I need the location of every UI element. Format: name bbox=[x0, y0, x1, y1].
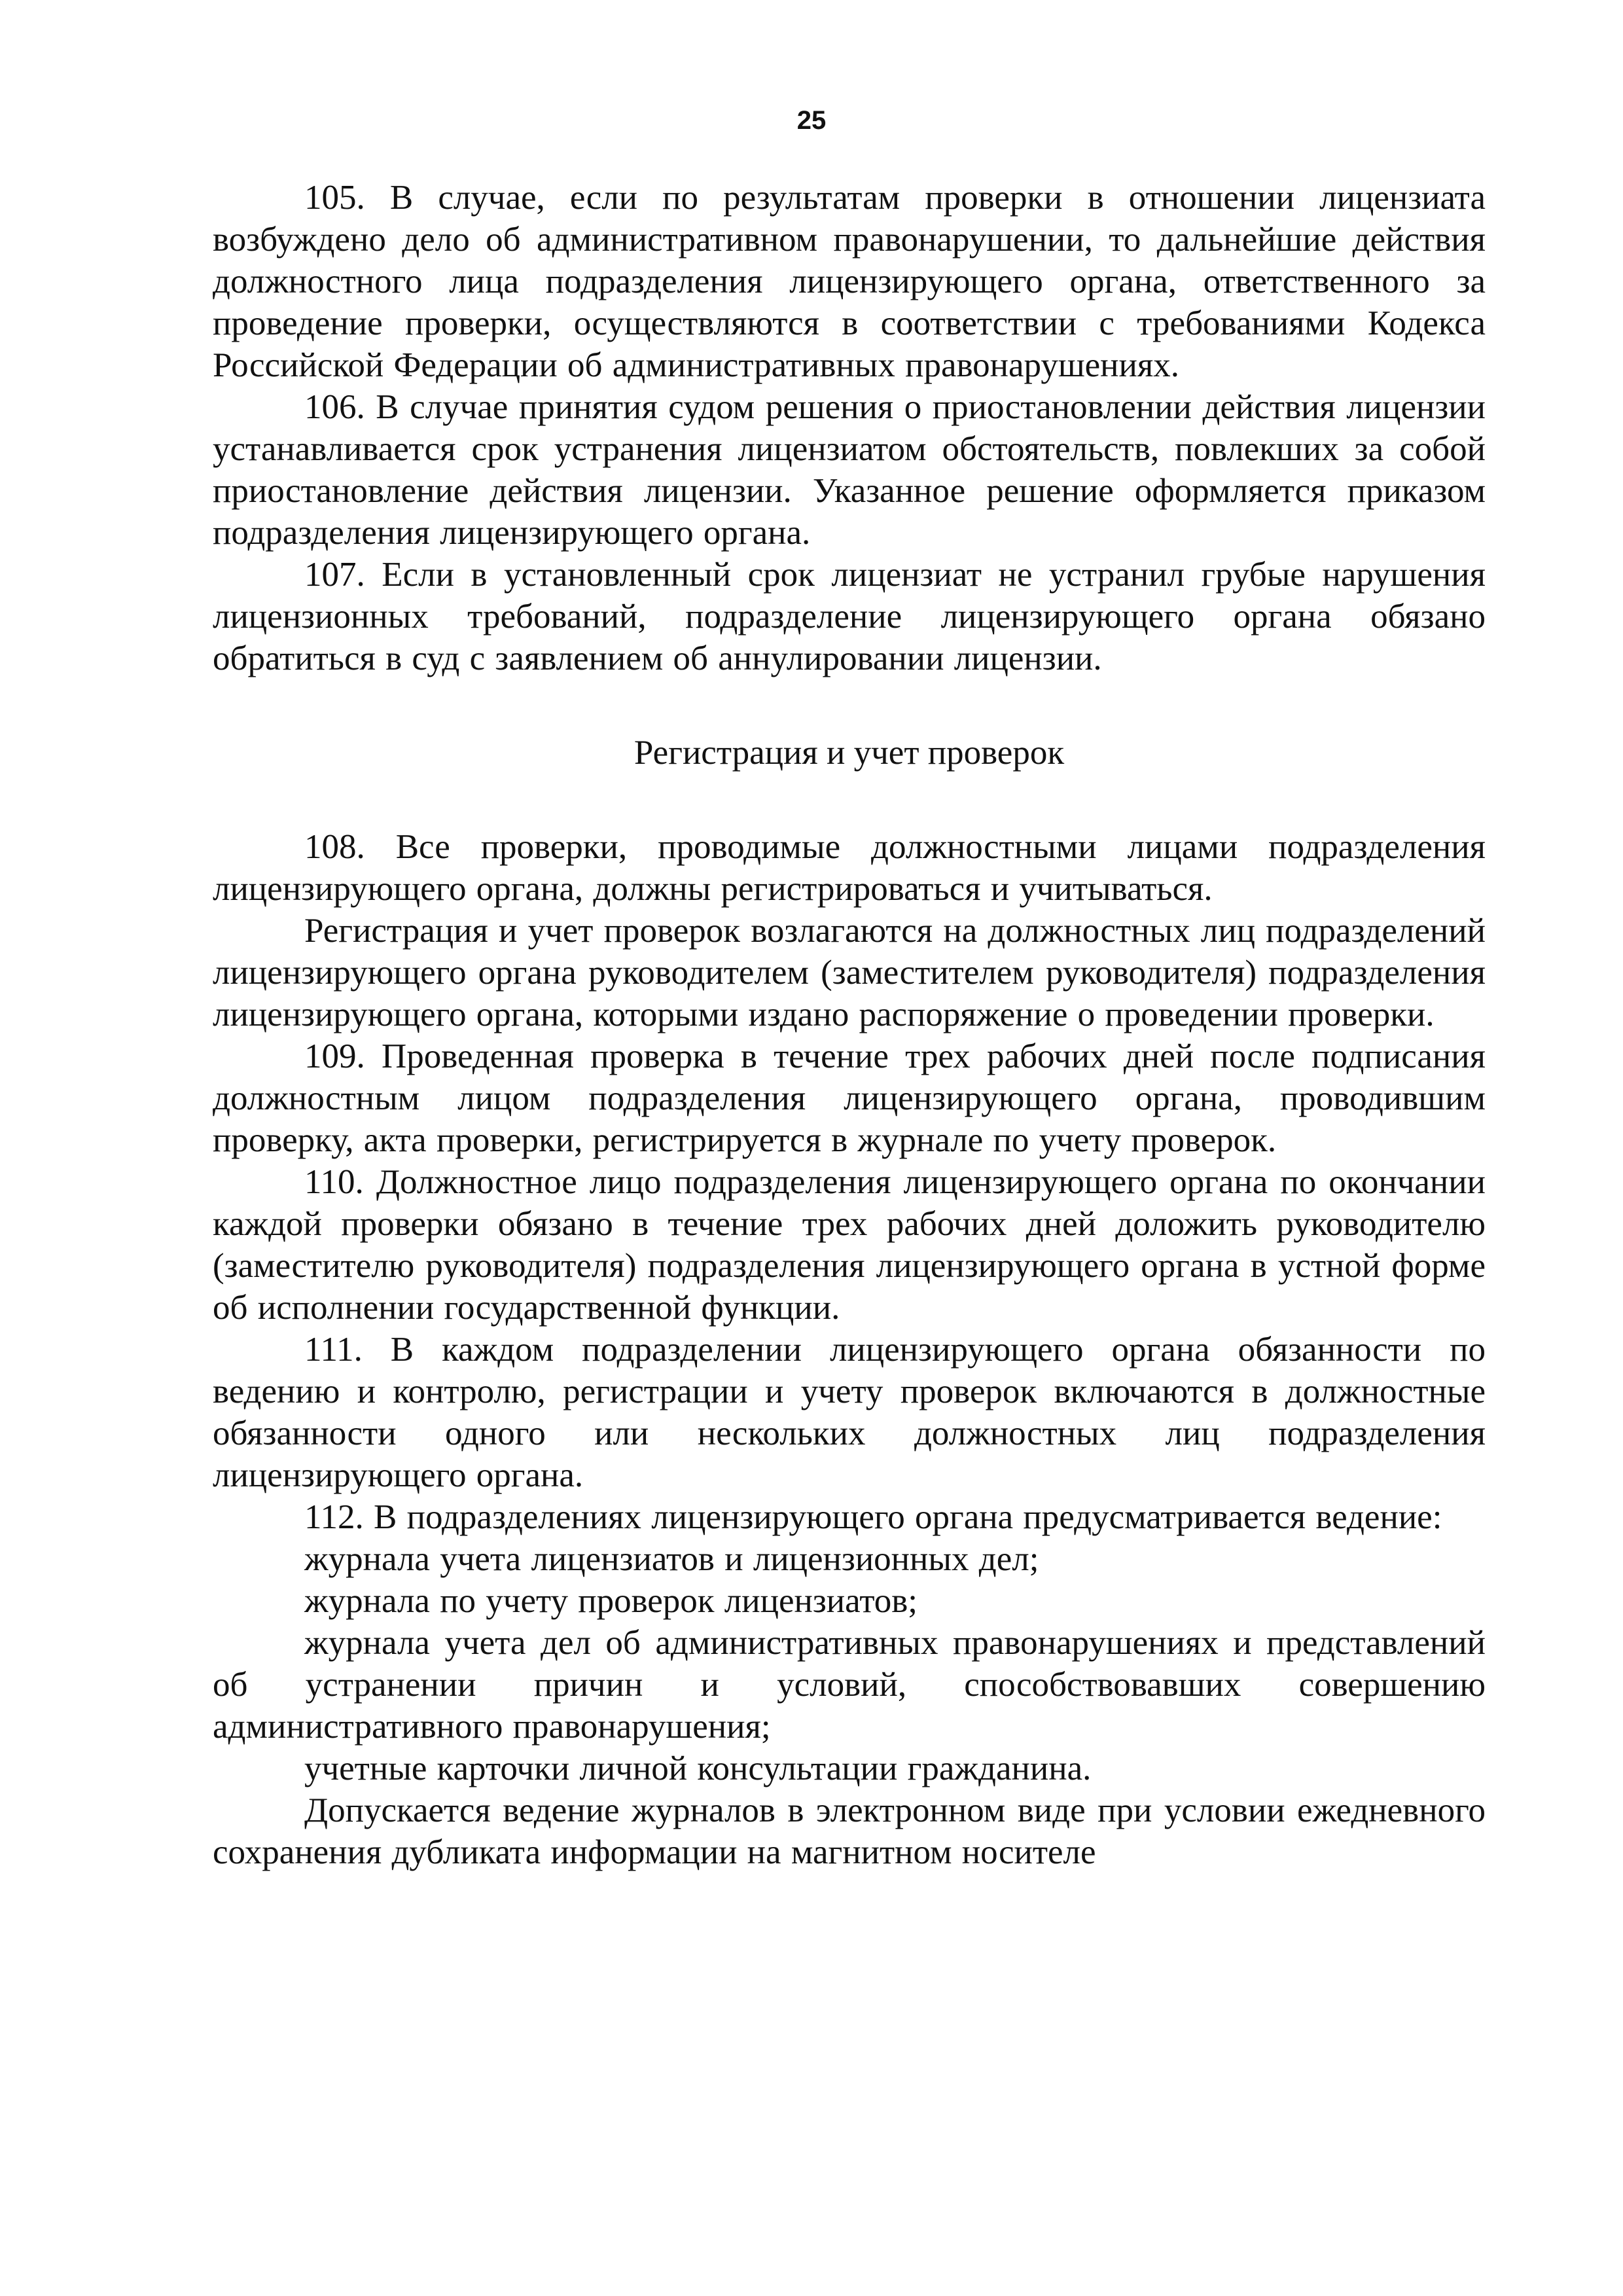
list-item-consultation-cards: учетные карточки личной консультации гражданина. bbox=[304, 1749, 1092, 1787]
paragraph-107: 107. Если в установленный срок лицензиат не устранил грубые нарушения лицензионных требований, подразделение лицензирующего органа обязано обратиться в суд с заявлением об аннулировании лицензии. bbox=[213, 556, 1486, 677]
paragraph-112: 112. В подразделениях лицензирующего органа предусматривается ведение: bbox=[304, 1498, 1442, 1536]
paragraph-108-registration: Регистрация и учет проверок возлагаются на должностных лиц подразделений лицензирующего органа руководителем (заместителем руководителя) подразделения лицензирующего органа, которыми издано распоряжение о проведении проверки. bbox=[213, 912, 1486, 1033]
document-body bbox=[213, 177, 1486, 1873]
list-item-inspections-journal: журнала по учету проверок лицензиатов; bbox=[304, 1582, 918, 1620]
paragraph-110: 110. Должностное лицо подразделения лицензирующего органа по окончании каждой проверки обязано в течение трех рабочих дней доложить руководителю (заместителю руководителя) подразделения лицензирующего органа в устной форме об исполнении государственной функции. bbox=[213, 1163, 1486, 1327]
list-item-licensee-journal: журнала учета лицензиатов и лицензионных дел; bbox=[304, 1540, 1039, 1578]
page-number: 25 bbox=[796, 106, 827, 135]
paragraph-108: 108. Все проверки, проводимые должностными лицами подразделения лицензирующего органа, должны регистрироваться и учитываться. bbox=[213, 828, 1486, 908]
paragraph-105: 105. В случае, если по результатам проверки в отношении лицензиата возбуждено дело об административном правонарушении, то дальнейшие действия должностного лица подразделения лицензирующего органа, ответственного за проведение проверки, осуществляются в соответствии с требованиями Кодекса Российской Федерации об административных правонарушениях. bbox=[213, 179, 1486, 384]
section-heading: Регистрация и учет проверок bbox=[633, 734, 1065, 772]
paragraph-111: 111. В каждом подразделении лицензирующего органа обязанности по ведению и контролю, регистрации и учету проверок включаются в должностные обязанности одного или нескольких должностных лиц подразделения лицензирующего органа. bbox=[213, 1331, 1486, 1494]
paragraph-109: 109. Проведенная проверка в течение трех рабочих дней после подписания должностным лицом подразделения лицензирующего органа, проводившим проверку, акта проверки, регистрируется в журнале по учету проверок. bbox=[213, 1037, 1486, 1159]
paragraph-106: 106. В случае принятия судом решения о приостановлении действия лицензии устанавливается срок устранения лицензиатом обстоятельств, повлекших за собой приостановление действия лицензии. Указанное решение оформляется приказом подразделения лицензирующего органа. bbox=[213, 388, 1486, 552]
paragraph-electronic-journals: Допускается ведение журналов в электронном виде при условии ежедневного сохранения дубликата информации на магнитном носителе bbox=[213, 1791, 1486, 1871]
list-item-offences-journal: журнала учета дел об административных правонарушениях и представлений об устранении причин и условий, способствовавших совершению административного правонарушения; bbox=[213, 1624, 1486, 1746]
